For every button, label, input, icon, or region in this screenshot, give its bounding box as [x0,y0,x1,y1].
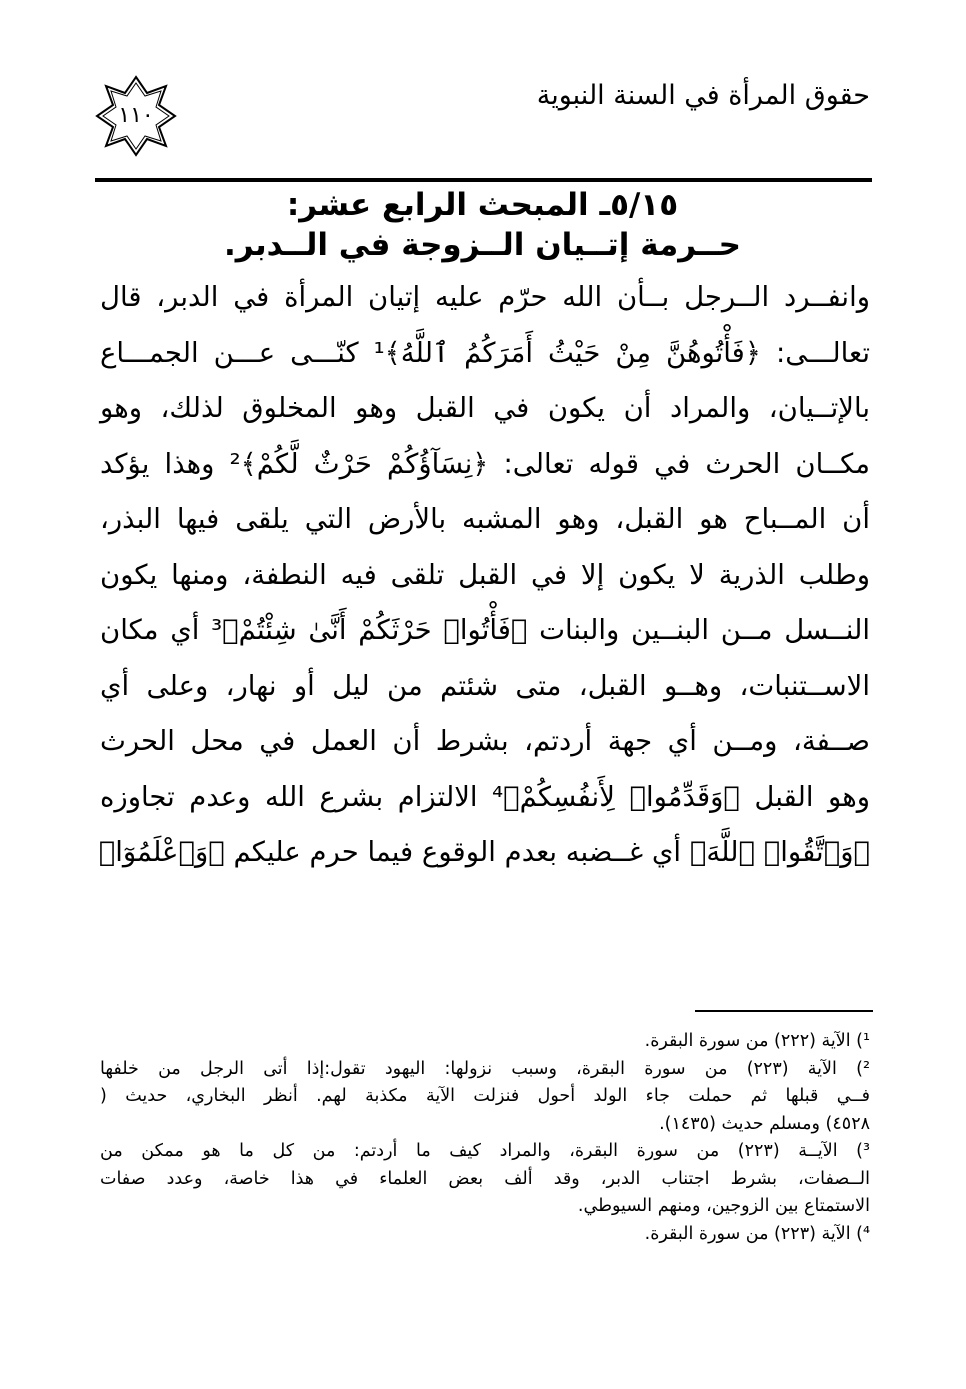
body-line: مكــان الحرث في قوله تعالى: ﴿نِسَآؤُكُمْ حَرْثٌ لَّكُمْ﴾² وهذا يؤكد [100,447,870,480]
body-line: بالإتــيان، والمراد أن يكون في القبل وهو المخلوق لذلك، وهو [100,392,870,424]
footnotes [100,1028,870,1248]
body-line: الاســتنبات، وهــو القبل، متى شئتم من ليل أو نهار، وعلى أي [100,669,870,702]
body-paragraph [100,270,870,881]
page-number-badge [95,75,177,157]
body-line: وطلب الذرية لا يكون إلا في القبل تلقى فيه النطفة، ومنها يكون [100,558,870,591]
page-header [95,75,870,175]
footnote-line: ⁴) الآية (٢٢٣) من سورة البقرة. [644,1223,870,1244]
footnote-line: الــصفات، بشرط اجتناب الدبر، وقد ألف بعض العلماء في هذا خاصة، وعدد صفات [100,1168,870,1189]
book-title: حقوق المرأة في السنة النبوية [536,80,870,111]
page-number: ١١٠ [118,103,154,128]
footnote-line: ³) الآيــة (٢٢٣) من سورة البقرة، والمراد كيف ما أردتم: من كل ما هو ممكن من [100,1141,870,1161]
footnote-line: فــي قبلها ثم حملت جاء الولد أحول فنزلت الآية مكذبة لهم. أنظر البخاري، حديث ( [100,1086,870,1106]
body-line: النــسل مــن البنــين والبنات ﴿فَأْتُوا۟ حَرْثَكُمْ أَنَّىٰ شِئْتُمْ﴾³ أي مكان [100,614,871,646]
footnote-line: ¹) الآية (٢٢٢) من سورة البقرة. [644,1031,870,1051]
section-heading [95,185,870,265]
body-line: تعالـــى: ﴿فَأْتُوهُنَّ مِنْ حَيْثُ أَمَرَكُمُ ٱللَّهُ﴾¹ كنّـــى عـــن الجمـــاع [100,336,870,369]
header-divider [95,178,872,182]
body-line: وهو القبل ﴿وَقَدِّمُوا۟ لِأَنفُسِكُمْ﴾⁴ الالتزام بشرع الله وعدم تجاوزه [100,780,871,813]
footnote-separator [695,1010,873,1012]
body-line: أن المــباح هو القبل، وهو المشبه بالأرض التي يلقى فيها البذر، [100,503,870,535]
body-line: صــفة، ومــن أي جهة أردتم، بشرط أن العمل في محل الحرث [100,725,870,757]
footnote-line: الاستمتاع بين الزوجين، ومنهم السيوطي. [577,1196,870,1216]
body-line: وانفــرد الــرجل بــأن الله حرّم عليه إتيان المرأة في الدبر، قال [100,281,870,313]
body-line: ﴿وَٱتَّقُوا۟ ٱللَّهَ﴾ أي غــضبه بعدم الوقوع فيما حرم عليكم ﴿وَٱعْلَمُوٓا۟ [98,836,870,868]
footnote-line: ²) الآية (٢٢٣) من سورة البقرة، وسبب نزولها: اليهود تقول:إذا أتى الرجل من خلفها [100,1058,870,1079]
footnote-line: ٤٥٢٨) ومسلم حديث (١٤٣٥). [659,1113,870,1134]
section-title-line-1: ٥/١٥ـ المبحث الرابع عشر: [286,187,679,223]
section-title-line-2: حــرمة إتــيان الــزوجة في الــدبر. [223,227,742,263]
